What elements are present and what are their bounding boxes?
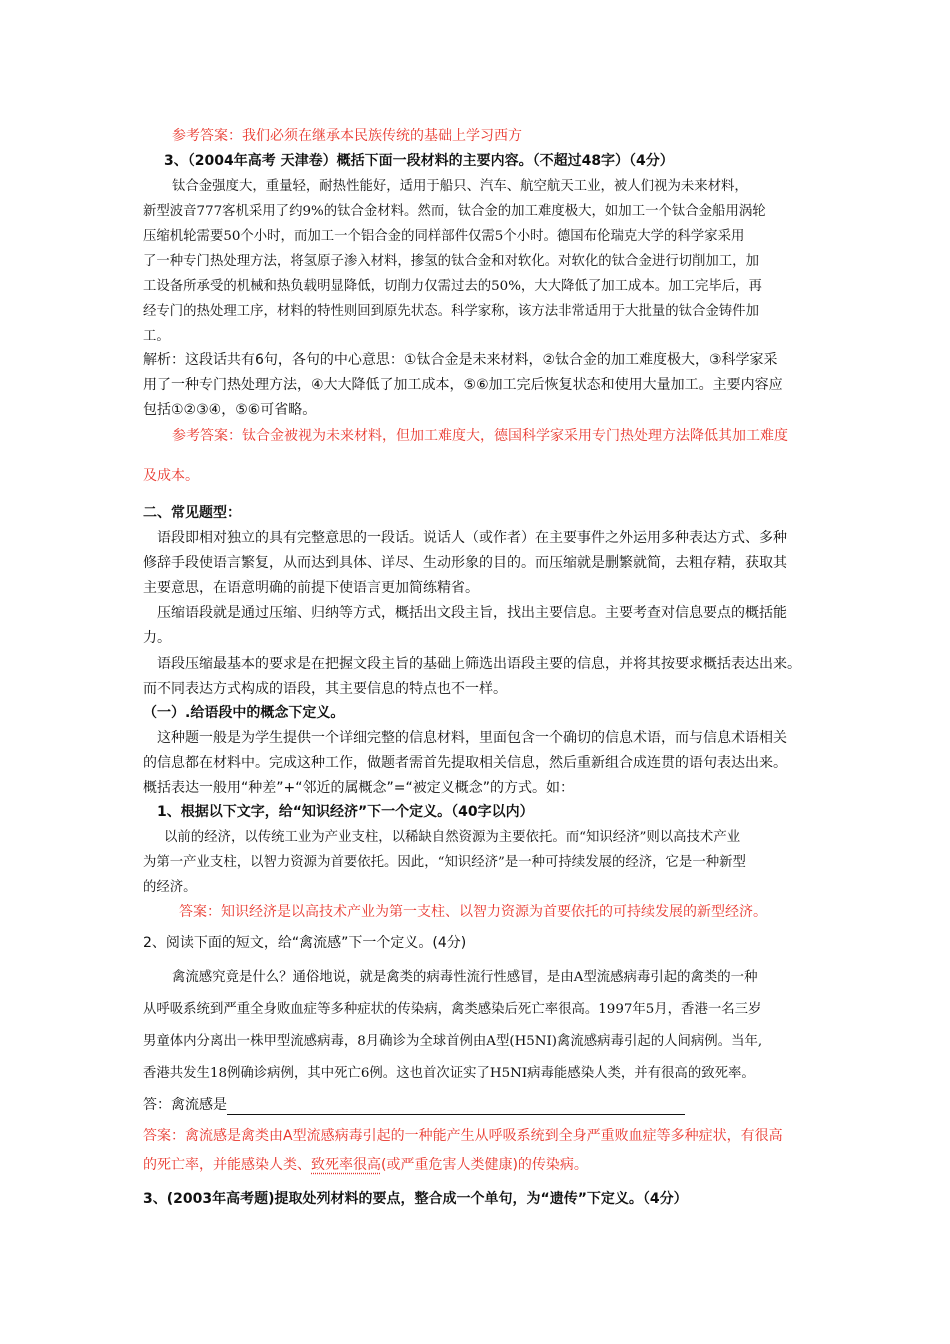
answer-blank-line [227,1100,685,1115]
reference-answer-2-cont: 及成本。 [143,468,199,484]
passage-line: 工设备所承受的机械和热负载明显降低，切削力仅需过去的50%，大大降低了加工成本。加工完毕后，再 [143,279,762,294]
subsection-heading: （一）.给语段中的概念下定义。 [143,705,345,721]
paragraph-line: 修辞手段使语言繁复，从而达到具体、详尽、生动形象的目的。而压缩就是删繁就简，去粗存精，获取其 [143,555,787,571]
reference-answer-1: 参考答案：我们必须在继承本民族传统的基础上学习西方 [172,128,522,144]
answer-prompt-label: 答：禽流感是 [143,1097,227,1113]
paragraph-line: 这种题一般是为学生提供一个详细完整的信息材料，里面包含一个确切的信息术语，而与信息术语相关 [157,730,787,746]
passage-line: 为第一产业支柱，以智力资源为首要依托。因此，“知识经济”是一种可持续发展的经济，它是一种新型 [143,855,746,870]
paragraph-line: 语段压缩最基本的要求是在把握文段主旨的基础上筛选出语段主要的信息，并将其按要求概括表达出来。 [157,656,801,672]
passage-line: 以前的经济，以传统工业为产业支柱，以稀缺自然资源为主要依托。而“知识经济”则以高技术产业 [164,830,741,845]
answer-text: (或严重危害人类健康)的传染病。 [381,1157,588,1173]
analysis-line: 解析：这段话共有6句，各句的中心意思：①钛合金是未来材料，②钛合金的加工难度极大，③科学家采 [143,352,778,368]
paragraph-line: 压缩语段就是通过压缩、归纳等方式，概括出文段主旨，找出主要信息。主要考查对信息要点的概括能 [157,605,787,621]
passage-line: 钛合金强度大，重量轻，耐热性能好，适用于船只、汽车、航空航天工业，被人们视为未来材料， [172,179,748,194]
passage-line: 工。 [143,329,170,344]
analysis-line: 包括①②③④，⑤⑥可省略。 [143,402,317,418]
passage-line: 经专门的热处理工序，材料的特性则回到原先状态。科学家称，该方法非常适用于大批量的钛合金铸件加 [143,304,759,319]
question-3b-title: 3、(2003年高考题)提取处列材料的要点，整合成一个单句，为“遗传”下定义。（4分） [143,1191,688,1207]
answer-prompt-row [143,1095,685,1115]
passage-line: 的经济。 [143,880,197,895]
paragraph-line: 的信息都在材料中。完成这种工作，做题者需首先提取相关信息，然后重新组合成连贯的语句表达出来。 [143,755,787,771]
analysis-line: 用了一种专门热处理方法，④大大降低了加工成本，⑤⑥加工完后恢复状态和使用大量加工。主要内容应 [143,377,783,393]
question-3-title: 3、（2004年高考 天津卷）概括下面一段材料的主要内容。（不超过48字）（4分） [164,153,674,169]
reference-answer-2: 参考答案：钛合金被视为未来材料，但加工难度大，德国科学家采用专门热处理方法降低其加工难度 [172,428,788,444]
passage-line: 香港共发生18例确诊病例，其中死亡6例。这也首次证实了H5NI病毒能感染人类，并有很高的致死率。 [143,1066,755,1081]
passage-line: 男童体内分离出一株甲型流感病毒，8月确诊为全球首例由A型(H5NI)禽流感病毒引起的人间病例。当年, [143,1034,763,1049]
paragraph-line: 而不同表达方式构成的语段，其主要信息的特点也不一样。 [143,681,507,697]
paragraph-line: 主要意思，在语意明确的前提下使语言更加简练精省。 [143,580,479,596]
question-1-title: 1、根据以下文字，给“知识经济”下一个定义。（40字以内） [157,804,534,820]
paragraph-line: 概括表达一般用“种差”+“邻近的属概念”=“被定义概念”的方式。如： [143,780,574,796]
passage-line: 新型波音777客机采用了约9%的钛合金材料。然而，钛合金的加工难度极大，如加工一个钛合金船用涡轮 [143,204,766,219]
question-2-answer-cont [143,1155,588,1175]
passage-line: 禽流感究竟是什么？通俗地说，就是禽类的病毒性流行性感冒，是由A型流感病毒引起的禽类的一种 [172,970,758,985]
passage-line: 从呼吸系统到严重全身败血症等多种症状的传染病，禽类感染后死亡率很高。1997年5月，香港一名三岁 [143,1002,762,1017]
paragraph-line: 力。 [143,630,171,646]
answer-emphasis-text: 致死率很高 [311,1157,381,1173]
answer-text: 的死亡率，并能感染人类、 [143,1157,311,1173]
question-2-answer: 答案：禽流感是禽类由A型流感病毒引起的一种能产生从呼吸系统到全身严重败血症等多种症状，有很高 [143,1128,783,1144]
passage-line: 了一种专门热处理方法，将氢原子渗入材料，掺氢的钛合金和对软化。对软化的钛合金进行切削加工，加 [143,254,759,269]
paragraph-line: 语段即相对独立的具有完整意思的一段话。说话人（或作者）在主要事件之外运用多种表达方式、多种 [157,530,787,546]
passage-line: 压缩机轮需要50个小时，而加工一个铝合金的同样部件仅需5个小时。德国布伦瑞克大学的科学家采用 [143,229,745,244]
section-heading: 二、常见题型： [143,505,241,521]
question-2-title: 2、阅读下面的短文，给“禽流感”下一个定义。(4分) [143,935,467,951]
question-1-answer: 答案：知识经济是以高技术产业为第一支柱、以智力资源为首要依托的可持续发展的新型经济。 [179,904,767,920]
